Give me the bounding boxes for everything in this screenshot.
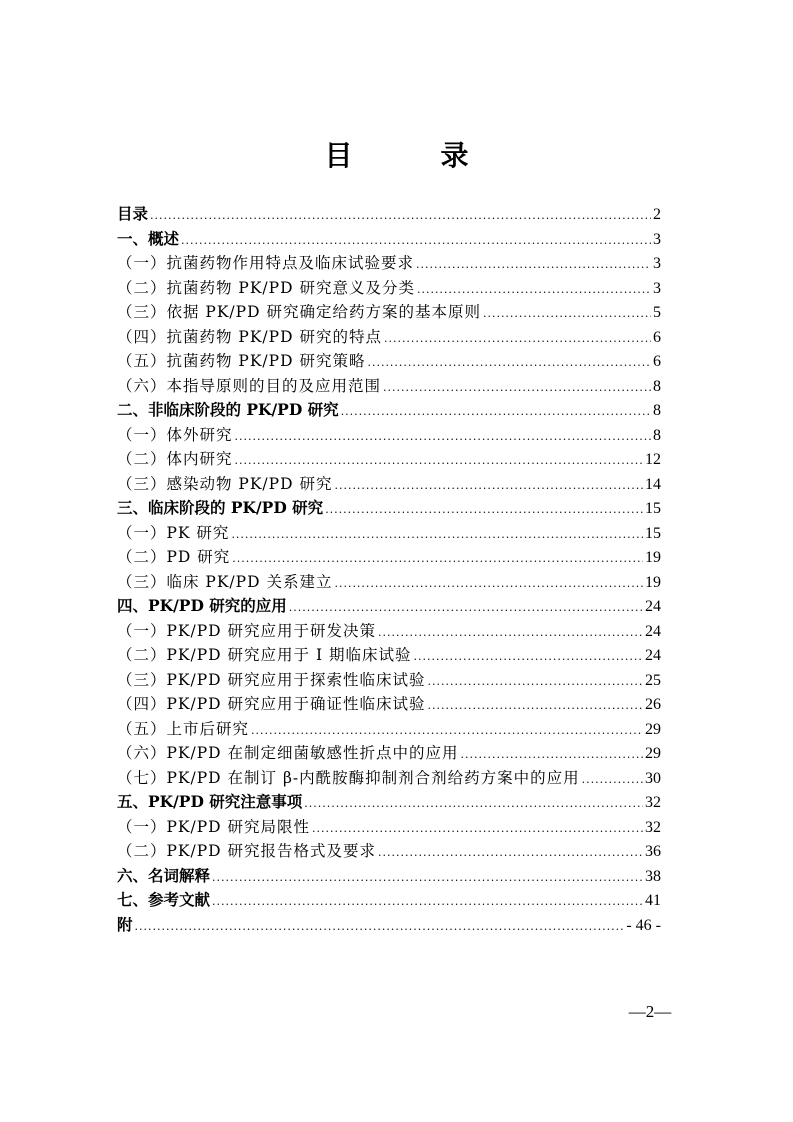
toc-entry-page: 36 [645, 843, 661, 860]
toc-entry[interactable] [117, 447, 661, 472]
toc-entry-label: 三、临床阶段的 PK/PD 研究 [117, 498, 324, 517]
toc-entry[interactable] [117, 864, 661, 889]
toc-entry-page: 32 [645, 794, 661, 811]
toc-dot-leader [232, 547, 643, 572]
toc-entry-label: 附 [117, 914, 133, 934]
toc-dot-leader [461, 743, 643, 768]
toc-entry-label: （二）PK/PD 研究报告格式及要求 [117, 842, 377, 860]
toc-entry-page: 8 [653, 426, 661, 444]
toc-entry-label: 六、名词解释 [117, 865, 211, 885]
toc-entry-label: （一）PK 研究 [117, 523, 230, 542]
toc-dot-leader [212, 890, 643, 915]
toc-dot-leader [235, 449, 643, 474]
toc-entry[interactable] [117, 692, 661, 717]
toc-dot-leader [150, 204, 651, 229]
toc-entry-page: 6 [653, 353, 661, 370]
toc-entry-page: 19 [645, 549, 661, 566]
toc-entry-page: 15 [645, 524, 661, 542]
toc-dot-leader [416, 253, 651, 278]
toc-entry-label: （一）PK/PD 研究应用于研发决策 [117, 621, 377, 640]
toc-entry-page: 32 [645, 818, 661, 836]
toc-entry-page: 41 [645, 892, 661, 909]
toc-entry-label: （一）抗菌药物作用特点及临床试验要求 [117, 254, 415, 272]
toc-dot-leader [378, 621, 643, 646]
toc-entry-page: 8 [653, 377, 661, 395]
toc-entry[interactable] [117, 570, 661, 595]
toc-entry-label: （二）抗菌药物 PK/PD 研究意义及分类 [117, 278, 415, 297]
toc-entry-label: （四）抗菌药物 PK/PD 研究的特点 [117, 327, 382, 346]
toc-entry[interactable] [117, 545, 661, 570]
toc-entry[interactable] [117, 619, 661, 644]
toc-entry[interactable] [117, 643, 661, 668]
toc-entry-label: 四、PK/PD 研究的应用 [117, 596, 287, 615]
toc-entry-label: 五、PK/PD 研究注意事项 [117, 792, 303, 811]
toc-entry-label: 七、参考文献 [117, 890, 211, 909]
toc-dot-leader [483, 302, 651, 327]
toc-entry-label: （三）临床 PK/PD 关系建立 [117, 572, 333, 591]
toc-dot-leader [428, 670, 643, 695]
toc-entry[interactable] [117, 913, 661, 938]
toc-entry-label: （三）依据 PK/PD 研究确定给药方案的基本原则 [117, 303, 481, 321]
toc-entry-label: （二）体内研究 [117, 450, 233, 468]
toc-entry[interactable] [117, 202, 661, 227]
toc-entry-label: （七）PK/PD 在制订 β-内酰胺酶抑制剂合剂给药方案中的应用 [117, 768, 580, 787]
toc-dot-leader [367, 351, 651, 376]
toc-dot-leader [414, 645, 644, 670]
toc-entry-label: （四）PK/PD 研究应用于确证性临床试验 [117, 695, 426, 713]
toc-entry-page: 25 [645, 671, 661, 689]
toc-dot-leader [312, 817, 643, 842]
toc-dot-leader [417, 278, 651, 303]
toc-dot-leader [135, 915, 625, 940]
toc-entry-page: 29 [645, 720, 661, 738]
toc-dot-leader [181, 229, 651, 254]
toc-entry[interactable] [117, 300, 661, 325]
toc-entry[interactable] [117, 251, 661, 276]
toc-dot-leader [428, 694, 643, 719]
toc-dot-leader [235, 425, 651, 450]
toc-entry[interactable] [117, 325, 661, 350]
toc-entry-page: - 46 - [626, 916, 661, 934]
table-of-contents [117, 202, 661, 937]
toc-entry[interactable] [117, 594, 661, 619]
toc-entry-page: 3 [653, 230, 661, 248]
toc-entry-label: （三）PK/PD 研究应用于探索性临床试验 [117, 670, 426, 689]
toc-entry-page: 24 [645, 598, 661, 615]
toc-dot-leader [384, 327, 651, 352]
toc-entry-label: （一）体外研究 [117, 425, 233, 444]
toc-entry[interactable] [117, 472, 661, 497]
toc-entry[interactable] [117, 717, 661, 742]
toc-entry-label: （六）本指导原则的目的及应用范围 [117, 376, 382, 395]
toc-entry[interactable] [117, 668, 661, 693]
toc-entry[interactable] [117, 227, 661, 252]
page-number: —2— [628, 1002, 672, 1021]
toc-entry[interactable] [117, 815, 661, 840]
page-title: 目 录 [324, 139, 499, 172]
toc-entry-page: 24 [645, 647, 661, 664]
toc-entry-label: （二）PD 研究 [117, 548, 231, 566]
toc-entry[interactable] [117, 741, 661, 766]
toc-dot-leader [231, 523, 643, 548]
toc-dot-leader [212, 866, 643, 891]
toc-entry[interactable] [117, 349, 661, 374]
toc-entry-page: 29 [645, 745, 661, 762]
toc-entry-label: 目录 [117, 204, 149, 223]
toc-entry-page: 12 [645, 451, 661, 468]
toc-entry[interactable] [117, 276, 661, 301]
toc-entry-label: 一、概述 [117, 228, 180, 248]
toc-entry[interactable] [117, 398, 661, 423]
toc-entry-page: 5 [653, 304, 661, 321]
toc-entry-page: 8 [653, 402, 661, 419]
toc-entry[interactable] [117, 374, 661, 399]
toc-entry[interactable] [117, 888, 661, 913]
toc-entry-page: 3 [653, 255, 661, 272]
toc-entry[interactable] [117, 766, 661, 791]
toc-dot-leader [289, 596, 643, 621]
toc-dot-leader [341, 400, 651, 425]
toc-entry[interactable] [117, 496, 661, 521]
toc-entry-label: （一）PK/PD 研究局限性 [117, 817, 311, 836]
toc-entry[interactable] [117, 521, 661, 546]
toc-entry-label: （三）感染动物 PK/PD 研究 [117, 474, 333, 493]
toc-entry-label: （五）上市后研究 [117, 719, 250, 738]
toc-entry-label: （六）PK/PD 在制定细菌敏感性折点中的应用 [117, 744, 459, 762]
toc-entry-page: 6 [653, 328, 661, 346]
toc-dot-leader [251, 719, 643, 744]
toc-entry-page: 3 [653, 279, 661, 297]
toc-entry-page: 2 [653, 206, 661, 223]
toc-dot-leader [383, 376, 651, 401]
toc-entry-page: 38 [645, 867, 661, 885]
toc-dot-leader [334, 474, 643, 499]
toc-entry[interactable] [117, 790, 661, 815]
toc-entry-page: 30 [645, 769, 661, 787]
toc-dot-leader [378, 841, 643, 866]
toc-dot-leader [325, 498, 643, 523]
toc-entry[interactable] [117, 839, 661, 864]
toc-entry-label: （二）PK/PD 研究应用于 I 期临床试验 [117, 646, 412, 664]
toc-entry-page: 19 [645, 573, 661, 591]
toc-entry-page: 15 [645, 500, 661, 517]
toc-entry[interactable] [117, 423, 661, 448]
toc-dot-leader [582, 768, 643, 793]
toc-entry-page: 24 [645, 622, 661, 640]
toc-entry-page: 14 [645, 475, 661, 493]
toc-dot-leader [304, 792, 643, 817]
toc-entry-label: （五）抗菌药物 PK/PD 研究策略 [117, 352, 366, 370]
toc-dot-leader [334, 572, 643, 597]
toc-entry-page: 26 [645, 696, 661, 713]
toc-entry-label: 二、非临床阶段的 PK/PD 研究 [117, 400, 339, 419]
